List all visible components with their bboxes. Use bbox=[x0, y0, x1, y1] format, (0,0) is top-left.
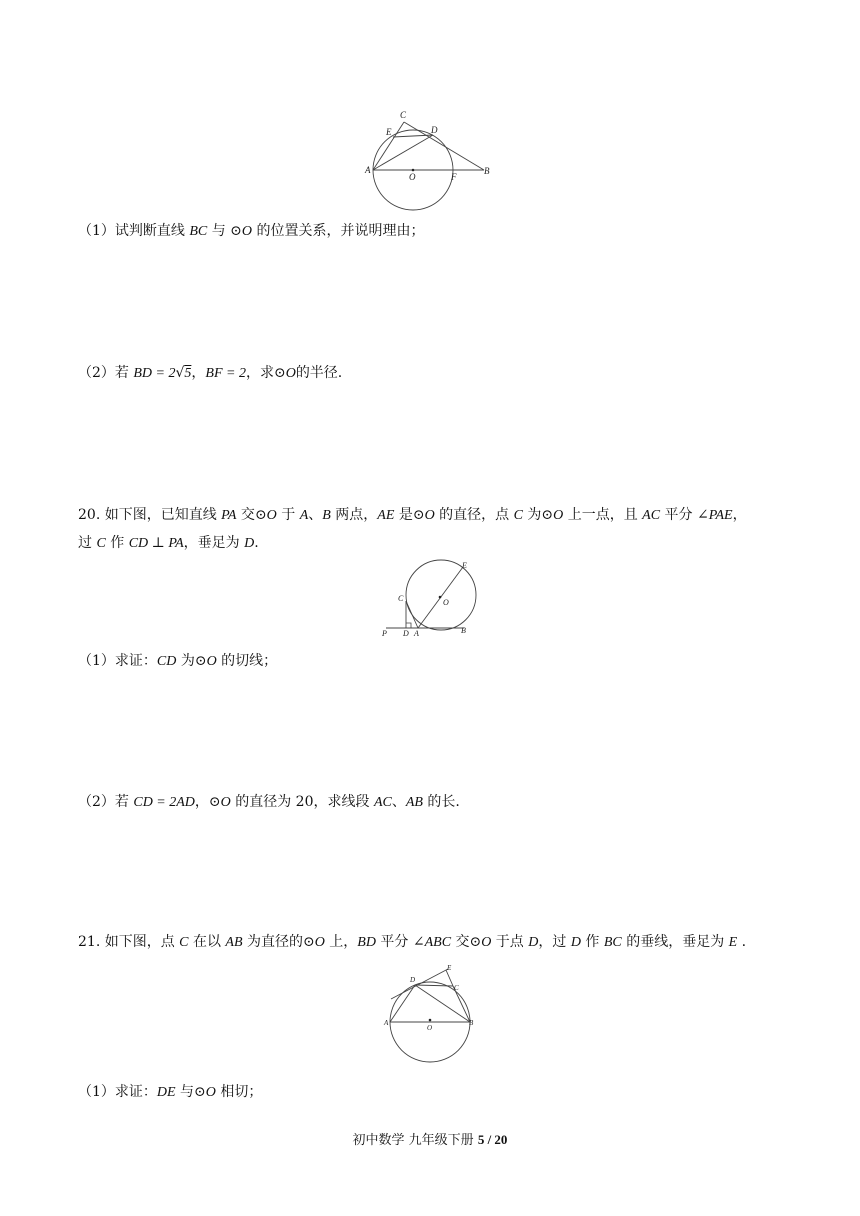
text-run: PA bbox=[221, 508, 237, 523]
text-run: ⊙ bbox=[194, 1084, 206, 1100]
text-run: ⊙ bbox=[541, 507, 554, 523]
label-a: A bbox=[384, 1019, 389, 1027]
text-run: DE bbox=[156, 1085, 176, 1100]
text-run: 为 bbox=[176, 653, 195, 669]
text-run: 的切线； bbox=[216, 653, 278, 669]
text-run: 、 bbox=[308, 507, 323, 523]
label-o: O bbox=[443, 598, 449, 607]
page-footer bbox=[0, 1129, 860, 1148]
text-run: 平分 bbox=[660, 507, 697, 523]
text-run: 交 bbox=[451, 934, 470, 950]
text-run: 上一点，且 bbox=[563, 507, 643, 523]
text-run: . bbox=[737, 934, 747, 950]
text-run: ⊙ bbox=[194, 653, 207, 669]
label-o: O bbox=[409, 172, 416, 182]
text-run: ， bbox=[732, 507, 747, 523]
label-c: C bbox=[454, 984, 459, 992]
text-run: O bbox=[205, 1085, 216, 1100]
label-p: P bbox=[382, 629, 387, 638]
text-run: AB bbox=[405, 795, 423, 810]
text-run: O bbox=[220, 795, 231, 810]
line-dc bbox=[415, 985, 453, 986]
text-run: O bbox=[314, 935, 325, 950]
label-d: D bbox=[431, 125, 438, 135]
text-run: （1）求证： bbox=[78, 653, 157, 669]
text-run: 于点 bbox=[491, 934, 529, 950]
text-run: AC bbox=[642, 508, 661, 523]
text-run: B bbox=[322, 508, 331, 523]
text-run: 20. 如下图，已知直线 bbox=[78, 507, 222, 523]
line-ad bbox=[390, 985, 415, 1022]
text-run: AE bbox=[377, 508, 395, 523]
right-angle-mark bbox=[406, 623, 411, 628]
q21-part1 bbox=[78, 1082, 262, 1103]
text-run: ∠PAE bbox=[696, 508, 733, 523]
label-c: C bbox=[398, 594, 404, 603]
text-run: 平分 bbox=[375, 934, 413, 950]
line-ad bbox=[373, 135, 433, 170]
text-run: AB bbox=[225, 935, 243, 950]
label-e: E bbox=[386, 127, 392, 137]
text-run: 的直径，点 bbox=[434, 507, 514, 523]
q20-part1 bbox=[78, 651, 277, 672]
footer-text: 初中数学 九年级下册 bbox=[352, 1133, 478, 1148]
text-run: E bbox=[728, 935, 738, 950]
text-run: BC bbox=[603, 935, 622, 950]
text-run: 的垂线，垂足为 bbox=[621, 934, 729, 950]
label-e: E bbox=[462, 561, 467, 570]
circle-o bbox=[406, 560, 476, 630]
text-run: D bbox=[570, 935, 581, 950]
line-ca bbox=[406, 601, 418, 628]
text-run: 为直径的 bbox=[242, 934, 303, 950]
label-d: D bbox=[403, 629, 409, 638]
text-run: 作 bbox=[105, 535, 129, 551]
q20-stem-line2 bbox=[78, 533, 259, 554]
label-d: D bbox=[410, 976, 416, 984]
label-b: B bbox=[469, 1019, 474, 1027]
label-a: A bbox=[365, 165, 371, 175]
text-run: 上， bbox=[324, 934, 358, 950]
page-number: 5 / 20 bbox=[477, 1132, 508, 1147]
text-run: D bbox=[528, 935, 539, 950]
text-run: ⊙ bbox=[302, 934, 315, 950]
label-c: C bbox=[400, 110, 407, 120]
figure-q20-diagram bbox=[378, 560, 488, 642]
text-run: （2）若 bbox=[78, 794, 134, 810]
text-run: ⊙ bbox=[412, 507, 425, 523]
text-run: ，过 bbox=[538, 934, 571, 950]
text-run: ⊙ bbox=[254, 507, 267, 523]
figure-q21-diagram bbox=[378, 958, 488, 1064]
text-run: ， bbox=[194, 794, 209, 810]
text-run: 相切； bbox=[215, 1084, 263, 1100]
q19-part1: （1）试判断直线 BC 与 ⊙O 的位置关系，并说明理由； bbox=[78, 223, 425, 239]
text-run: O bbox=[553, 508, 564, 523]
figure-q19-diagram bbox=[360, 106, 500, 206]
label-b: B bbox=[484, 166, 490, 176]
q20-part2 bbox=[78, 792, 460, 813]
label-e: E bbox=[447, 964, 452, 972]
text-run: ⊙ bbox=[208, 794, 221, 810]
text-run: CD bbox=[156, 654, 177, 669]
text-run: 作 bbox=[580, 934, 604, 950]
text-run: ∠ABC bbox=[412, 935, 452, 950]
text-run: 是 bbox=[394, 507, 413, 523]
text-run: 两点， bbox=[330, 507, 378, 523]
label-b: B bbox=[461, 626, 466, 635]
text-run: O bbox=[481, 935, 492, 950]
text-run: CD = 2AD bbox=[133, 795, 195, 810]
text-run: 的直径为 20，求线段 bbox=[230, 794, 374, 810]
text-run: 交 bbox=[236, 507, 255, 523]
text-run: 于 bbox=[276, 507, 300, 523]
label-a: A bbox=[414, 629, 419, 638]
text-run: . bbox=[254, 535, 259, 551]
text-run: 、 bbox=[391, 794, 406, 810]
text-run: 过 bbox=[78, 535, 97, 551]
line-cb bbox=[404, 122, 484, 170]
text-run: O bbox=[424, 508, 435, 523]
label-o: O bbox=[427, 1024, 433, 1032]
text-run: 与 bbox=[175, 1084, 195, 1100]
line-de-tangent bbox=[391, 969, 448, 999]
text-run: C bbox=[513, 508, 523, 523]
text-run: （1）求证： bbox=[78, 1084, 157, 1100]
text-run: BD bbox=[357, 935, 376, 950]
text-run: 在以 bbox=[188, 934, 226, 950]
text-run: AC bbox=[373, 795, 392, 810]
text-run: O bbox=[266, 508, 277, 523]
text-run: C bbox=[179, 935, 189, 950]
text-run: A bbox=[299, 508, 309, 523]
q21-stem bbox=[78, 932, 746, 953]
text-run: 为 bbox=[522, 507, 542, 523]
label-f: F bbox=[451, 172, 457, 182]
text-run: ⊙ bbox=[469, 934, 482, 950]
text-run: 21. 如下图，点 bbox=[78, 934, 180, 950]
q19-part2: （2）若 BD = 2√5，BF = 2，求⊙O的半径. bbox=[78, 365, 343, 381]
text-run: 的长. bbox=[422, 794, 460, 810]
text-run: C bbox=[96, 536, 106, 551]
q20-stem-line1 bbox=[78, 505, 747, 526]
text-run: O bbox=[206, 654, 217, 669]
text-run: D bbox=[244, 536, 255, 551]
text-run: CD ⊥ PA bbox=[128, 536, 184, 551]
text-run: ，垂足为 bbox=[183, 535, 245, 551]
line-ec bbox=[446, 970, 453, 986]
